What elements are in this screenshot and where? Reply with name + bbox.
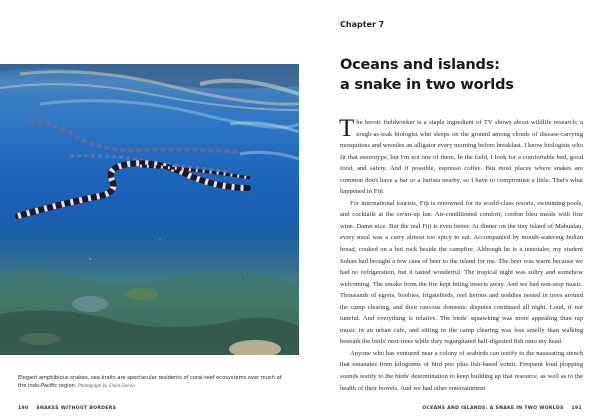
page-number-right: 191 (571, 406, 582, 411)
chapter-title-line-1: Oceans and islands: (340, 57, 500, 73)
right-folio (422, 406, 582, 411)
page-number-left: 190 (18, 406, 29, 411)
left-folio (18, 406, 116, 411)
chapter-label: Chapter 7 (340, 20, 385, 29)
photo-credit: Photograph by Claire Goiran (78, 383, 135, 388)
photo-illustration (0, 64, 299, 355)
paragraph-1-text: he heroic fieldworker is a staple ingredient of TV shows about wildlife research; a tough-as-teak biologist who sleeps on the ground among clouds of disease-carrying mosquitoes and wrestles an alligator every morning before breakfast. I know biologists who fit that stereotype, but I'm not one of them. In the field, I look for a comfortable bed, good food, and safety. And if possible, espresso coffee. But most places where snakes are common don't have a bar or a barista nearby, so I have to compromise a little. That's what happened in Fiji. (340, 119, 583, 196)
chapter-title (340, 55, 580, 95)
drop-cap: T (339, 115, 355, 142)
running-head-left: SNAKES WITHOUT BORDERS (36, 406, 117, 411)
paragraph-1 (340, 117, 583, 198)
chapter-title-line-2: a snake in two worlds (340, 77, 514, 93)
paragraph-2: For international tourists, Fiji is renowned for its world-class resorts, swimming pools, and cocktails at the swim-up bar. Air-conditioned comfort, cordon bleu meals with fine wine. Damn nice. But the real Fiji is even better. At dinner on the tiny island of Mabualau, every meal was a curry almost too spicy to eat. Accompanied by mouth-watering Indian bread, cooked on a hot rock beside the campfire. Although he is a teetotaler, my student Sohan had brought a few cans of beer to the island for me. The beer was warm because we had no refrigeration, but it tasted wonderful. The tropical night was sultry and somehow welcoming. The smoke from the fire kept biting insects away. And we had non-stop music. Thousands of egrets, boobies, frigatebirds, reef herons and noddies nested in trees around the camp clearing, and their raucous domestic disputes continued all night. Loud, if not tuneful. And everything is relative. The birds' squawking was more appealing than rap music in an urban cafe, and sitting in the camp clearing was less smelly than walking beneath the birds' nest-trees while they regurgitated half-digested fish onto my head. (340, 199, 583, 346)
body-text (340, 117, 583, 394)
paragraph-3: Anyone who has ventured near a colony of seabirds can testify to the nauseating stench that emanates from kilograms of bird poo plus fish-based vomit. Frequent loud plopping sounds testify to the birds' determination to keep building up that resource, as well as to the health of their bowels. And we had other entertainment (340, 349, 583, 392)
photo-caption (18, 374, 288, 390)
caption-text: Elegant amphibious snakes, sea kraits are spectacular residents of coral-reef ecosystems over much of the Indo-Pacific region. (18, 375, 282, 389)
sea-krait-photo (0, 64, 299, 355)
running-head-right: OCEANS AND ISLANDS: A SNAKE IN TWO WORLDS (422, 406, 564, 411)
